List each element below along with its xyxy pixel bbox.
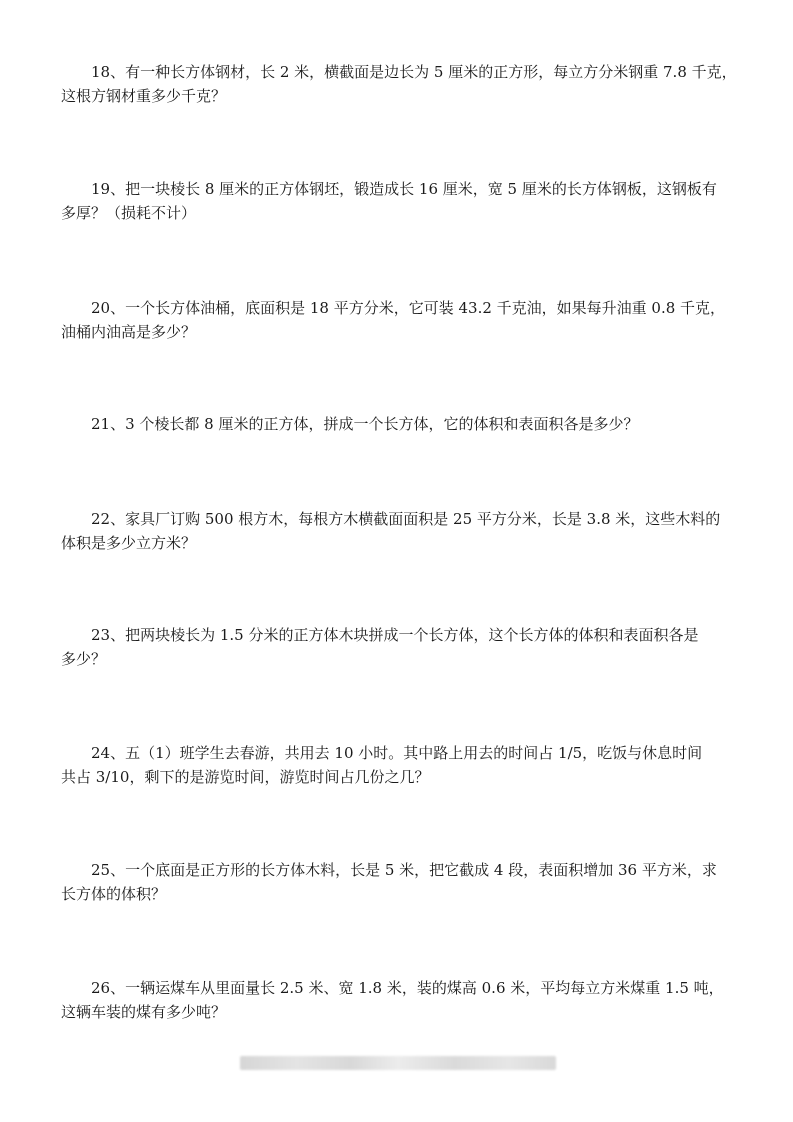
problem-26-line-1: 26、一辆运煤车从里面量长 2.5 米、宽 1.8 米，装的煤高 0.6 米，平均每立方米煤重 1.5 吨， (91, 979, 724, 997)
problem-26 (61, 976, 736, 1024)
problem-23-line-2: 多少？ (61, 650, 107, 668)
problem-24-line-1: 24、五（1）班学生去春游，共用去 10 小时。其中路上用去的时间占 1/5，吃饭与休息时间 (91, 744, 703, 762)
problem-26-line-2: 这辆车装的煤有多少吨？ (61, 1003, 227, 1021)
problem-19-line-1: 19、把一块棱长 8 厘米的正方体钢坯，锻造成长 16 厘米，宽 5 厘米的长方体钢板，这钢板有 (91, 180, 717, 198)
problem-23-line-1: 23、把两块棱长为 1.5 分米的正方体木块拼成一个长方体，这个长方体的体积和表面积各是 (91, 626, 699, 644)
problem-22 (61, 507, 736, 555)
problem-21 (61, 412, 736, 436)
problem-20-line-2: 油桶内油高是多少？ (61, 323, 197, 341)
problem-25-line-1: 25、一个底面是正方形的长方体木料，长是 5 米，把它截成 4 段，表面积增加 36 平方米，求 (91, 861, 717, 879)
problem-20-line-1: 20、一个长方体油桶，底面积是 18 平方分米，它可装 43.2 千克油，如果每升油重 0.8 千克， (91, 299, 726, 317)
problem-25 (61, 858, 736, 906)
problem-25-line-2: 长方体的体积？ (61, 885, 167, 903)
problem-24-line-2: 共占 3/10，剩下的是游览时间，游览时间占几份之几？ (61, 768, 430, 786)
problem-19-line-2: 多厚？（损耗不计） (61, 204, 197, 222)
problem-19 (61, 177, 736, 225)
problem-21-line-1: 21、3 个棱长都 8 厘米的正方体，拼成一个长方体，它的体积和表面积各是多少？ (91, 415, 639, 433)
problem-18-line-2: 这根方钢材重多少千克？ (61, 87, 227, 105)
problem-18-line-1: 18、有一种长方体钢材，长 2 米，横截面是边长为 5 厘米的正方形，每立方分米钢重 7.8 千克， (91, 63, 737, 81)
problem-23 (61, 623, 736, 671)
problem-20 (61, 296, 736, 344)
problem-24 (61, 741, 736, 789)
problem-18 (61, 60, 736, 108)
blurred-footer-watermark (240, 1056, 556, 1070)
problem-22-line-2: 体积是多少立方米？ (61, 534, 197, 552)
problem-22-line-1: 22、家具厂订购 500 根方木，每根方木横截面面积是 25 平方分米，长是 3.8 米，这些木料的 (91, 510, 721, 528)
